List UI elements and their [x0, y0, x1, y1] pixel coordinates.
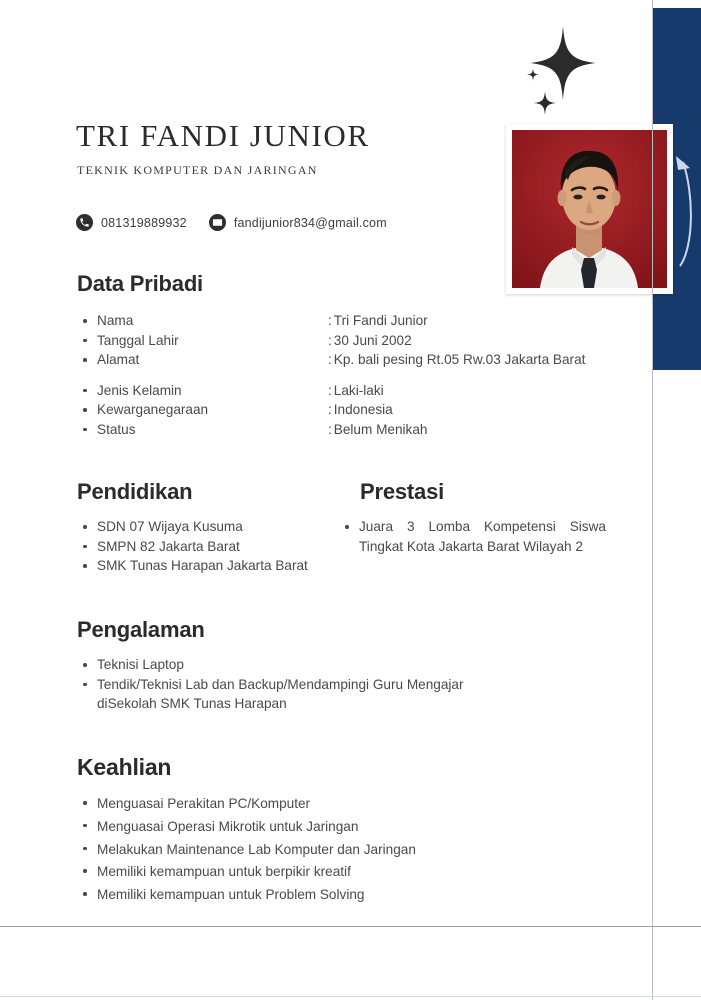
list-item: SMPN 82 Jakarta Barat	[78, 537, 333, 557]
personal-value: : Belum Menikah	[328, 421, 428, 437]
candidate-name: TRI FANDI JUNIOR	[76, 118, 370, 153]
page-border-bottom	[0, 996, 701, 997]
page-border-vertical	[652, 0, 653, 1000]
skills-list	[78, 793, 548, 907]
list-item: Menguasai Perakitan PC/Komputer	[78, 793, 548, 816]
personal-data-row	[78, 331, 623, 351]
personal-data-row	[78, 311, 623, 331]
list-item: Melakukan Maintenance Lab Komputer dan Jaringan	[78, 839, 548, 862]
section-heading-personal: Data Pribadi	[77, 271, 203, 296]
section-heading-education: Pendidikan	[77, 479, 193, 504]
section-heading-experience: Pengalaman	[77, 617, 205, 642]
personal-label: Nama	[78, 311, 328, 331]
list-item: Memiliki kemampuan untuk berpikir kreatif	[78, 861, 548, 884]
personal-label: Jenis Kelamin	[78, 381, 328, 401]
achievements-list	[340, 517, 606, 556]
experience-list	[78, 655, 508, 714]
personal-data-row	[78, 420, 623, 440]
section-heading-achievements: Prestasi	[360, 479, 445, 504]
contact-phone-value: 081319889932	[101, 215, 187, 230]
list-item: SDN 07 Wijaya Kusuma	[78, 517, 333, 537]
personal-value: : Laki-laki	[328, 382, 384, 398]
contact-email-value: fandijunior834@gmail.com	[233, 215, 387, 230]
list-item: Memiliki kemampuan untuk Problem Solving	[78, 884, 548, 907]
personal-label: Tanggal Lahir	[78, 331, 328, 351]
list-item: Tendik/Teknisi Lab dan Backup/Mendampingi Guru Mengajar diSekolah SMK Tunas Harapan	[78, 675, 508, 714]
personal-data-row	[78, 381, 623, 401]
personal-label: Status	[78, 420, 328, 440]
personal-value: : Tri Fandi Junior	[328, 313, 428, 328]
list-item: Juara 3 Lomba Kompetensi Siswa Tingkat Kota Jakarta Barat Wilayah 2	[340, 517, 606, 556]
page-border-horizontal	[0, 926, 701, 927]
personal-value: : Indonesia	[328, 402, 393, 418]
personal-data-row	[78, 350, 623, 370]
personal-label: Kewarganegaraan	[78, 400, 328, 420]
education-list	[78, 517, 333, 576]
personal-data-row	[78, 400, 623, 420]
list-item: Menguasai Operasi Mikrotik untuk Jaringan	[78, 816, 548, 839]
section-heading-skills: Keahlian	[77, 754, 172, 780]
personal-value: : 30 Juni 2002	[328, 332, 412, 348]
personal-data-list	[78, 311, 623, 440]
personal-value: : Kp. bali pesing Rt.05 Rw.03 Jakarta Barat	[328, 352, 586, 368]
list-item: Teknisi Laptop	[78, 655, 508, 675]
candidate-subtitle: TEKNIK KOMPUTER DAN JARINGAN	[77, 163, 318, 177]
personal-label: Alamat	[78, 350, 328, 370]
list-item: SMK Tunas Harapan Jakarta Barat	[78, 556, 333, 576]
